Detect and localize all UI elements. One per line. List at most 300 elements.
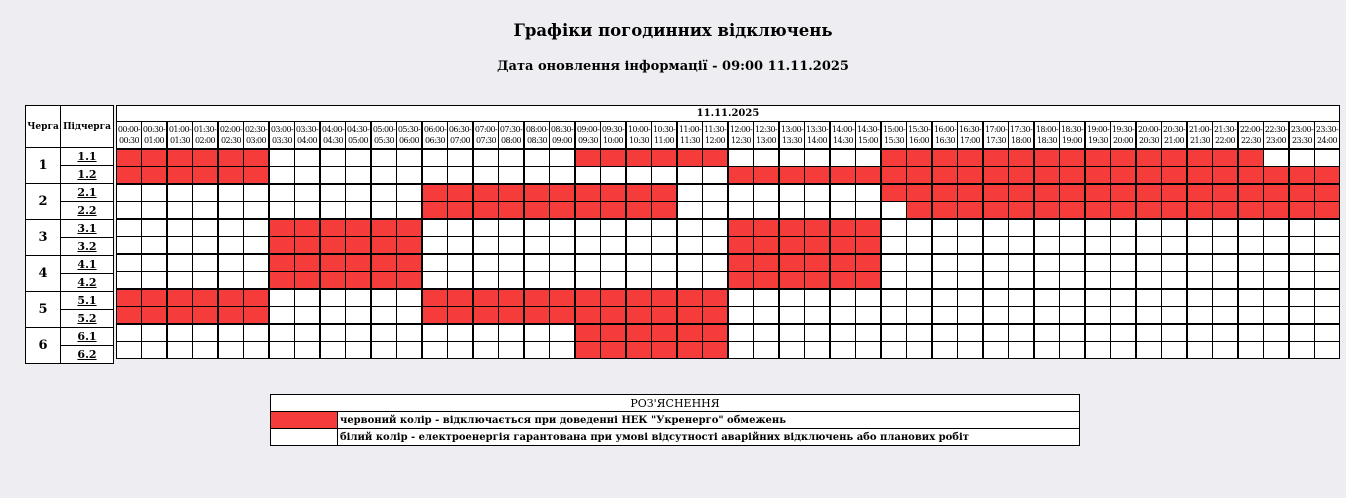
queue-header: Черга xyxy=(26,106,61,148)
schedule-cell xyxy=(524,184,550,202)
schedule-cell xyxy=(1213,237,1239,255)
time-slot-header xyxy=(422,122,448,150)
schedule-cell xyxy=(499,202,525,220)
schedule-cell xyxy=(1136,289,1162,307)
legend-white-text: білий колір - електроенергія гарантована при умові відсутності аварійних відключень або планових робіт xyxy=(338,429,1080,446)
schedule-row xyxy=(117,149,1340,167)
schedule-cell xyxy=(958,167,984,185)
schedule-row xyxy=(117,167,1340,185)
schedule-cell xyxy=(805,149,831,167)
schedule-cell xyxy=(779,219,805,237)
schedule-cell xyxy=(958,219,984,237)
schedule-cell xyxy=(1034,167,1060,185)
schedule-cell xyxy=(448,202,474,220)
schedule-cell xyxy=(193,237,219,255)
schedule-cell xyxy=(856,184,882,202)
schedule-cell xyxy=(167,237,193,255)
schedule-cell xyxy=(244,167,270,185)
schedule-cell xyxy=(1315,237,1340,255)
schedule-cell xyxy=(117,202,142,220)
schedule-cell xyxy=(218,149,244,167)
schedule-cell xyxy=(779,184,805,202)
schedule-cell xyxy=(269,324,295,342)
legend-title: РОЗ'ЯСНЕННЯ xyxy=(271,395,1080,412)
schedule-cell xyxy=(1213,307,1239,325)
schedule-cell xyxy=(779,307,805,325)
schedule-cell xyxy=(881,184,907,202)
schedule-cell xyxy=(779,289,805,307)
time-slot-header xyxy=(754,122,780,150)
time-slot-end: 04:00 xyxy=(296,136,318,145)
schedule-cell xyxy=(703,219,729,237)
schedule-cell xyxy=(907,149,933,167)
schedule-cell xyxy=(1187,254,1213,272)
schedule-cell xyxy=(754,307,780,325)
schedule-cell xyxy=(1034,324,1060,342)
schedule-row xyxy=(117,342,1340,359)
schedule-cell xyxy=(422,307,448,325)
time-slot-end: 05:00 xyxy=(347,136,369,145)
subqueue-link[interactable]: 6.2 xyxy=(77,348,97,361)
time-slot-header xyxy=(830,122,856,150)
schedule-cell xyxy=(371,289,397,307)
schedule-cell xyxy=(1060,272,1086,290)
schedule-cell xyxy=(856,307,882,325)
subqueue-link[interactable]: 5.2 xyxy=(77,312,97,325)
schedule-cell xyxy=(1187,324,1213,342)
schedule-cell xyxy=(601,307,627,325)
time-slot-end: 01:30 xyxy=(169,136,191,145)
schedule-cell xyxy=(728,254,754,272)
time-slot-end: 23:00 xyxy=(1265,136,1287,145)
schedule-row xyxy=(117,184,1340,202)
schedule-cell xyxy=(626,184,652,202)
schedule-cell xyxy=(1213,272,1239,290)
schedule-cell xyxy=(142,202,168,220)
schedule-cell xyxy=(881,342,907,359)
schedule-cell xyxy=(1111,342,1137,359)
schedule-cell xyxy=(575,254,601,272)
schedule-cell xyxy=(422,184,448,202)
schedule-cell xyxy=(295,202,321,220)
schedule-cell xyxy=(1060,324,1086,342)
schedule-cell xyxy=(244,184,270,202)
schedule-cell xyxy=(754,342,780,359)
schedule-cell xyxy=(397,149,423,167)
schedule-cell xyxy=(626,219,652,237)
schedule-cell xyxy=(117,342,142,359)
schedule-cell xyxy=(473,254,499,272)
schedule-cell xyxy=(958,289,984,307)
schedule-cell xyxy=(805,167,831,185)
schedule-cell xyxy=(1085,219,1111,237)
schedule-cell xyxy=(626,342,652,359)
schedule-cell xyxy=(550,289,576,307)
subqueue-cell xyxy=(61,328,114,346)
schedule-cell xyxy=(881,307,907,325)
schedule-cell xyxy=(907,184,933,202)
time-slot-start: 05:30- xyxy=(397,125,421,134)
schedule-cell xyxy=(575,219,601,237)
schedule-cell xyxy=(1264,342,1290,359)
schedule-cell xyxy=(524,307,550,325)
schedule-cell xyxy=(1060,219,1086,237)
subqueue-link[interactable]: 2.1 xyxy=(77,186,97,199)
schedule-cell xyxy=(1136,342,1162,359)
schedule-cell xyxy=(550,237,576,255)
subqueue-link[interactable]: 4.2 xyxy=(77,276,97,289)
subqueue-link[interactable]: 6.1 xyxy=(77,330,97,343)
schedule-cell xyxy=(448,167,474,185)
schedule-cell xyxy=(1085,202,1111,220)
schedule-cell xyxy=(932,307,958,325)
time-slot-header xyxy=(371,122,397,150)
schedule-cell xyxy=(269,149,295,167)
schedule-cell xyxy=(167,254,193,272)
schedule-cell xyxy=(473,237,499,255)
schedule-cell xyxy=(244,324,270,342)
subqueue-link[interactable]: 3.1 xyxy=(77,222,97,235)
time-slot-header xyxy=(932,122,958,150)
schedule-cell xyxy=(932,289,958,307)
subqueue-cell xyxy=(61,274,114,292)
schedule-cell xyxy=(907,219,933,237)
time-slot-end: 13:30 xyxy=(781,136,803,145)
schedule-cell xyxy=(907,272,933,290)
time-slot-end: 10:00 xyxy=(602,136,624,145)
time-slot-header xyxy=(1111,122,1137,150)
schedule-cell xyxy=(805,219,831,237)
schedule-cell xyxy=(1136,237,1162,255)
schedule-cell xyxy=(244,202,270,220)
schedule-cell xyxy=(269,254,295,272)
schedule-cell xyxy=(805,184,831,202)
schedule-cell xyxy=(117,254,142,272)
schedule-cell xyxy=(244,342,270,359)
schedule-cell xyxy=(677,202,703,220)
queue-number: 4 xyxy=(26,256,61,292)
time-slot-header xyxy=(218,122,244,150)
schedule-cell xyxy=(448,289,474,307)
time-slot-start: 03:00- xyxy=(270,125,294,134)
schedule-cell xyxy=(677,307,703,325)
schedule-cell xyxy=(983,307,1009,325)
schedule-cell xyxy=(1264,237,1290,255)
schedule-cell xyxy=(346,237,372,255)
schedule-cell xyxy=(117,219,142,237)
schedule-cell xyxy=(1060,289,1086,307)
schedule-cell xyxy=(601,167,627,185)
schedule-cell xyxy=(1213,289,1239,307)
schedule-cell xyxy=(1289,307,1315,325)
schedule-cell xyxy=(499,219,525,237)
schedule-cell xyxy=(524,219,550,237)
subqueue-cell xyxy=(61,346,114,364)
subqueue-link[interactable]: 3.2 xyxy=(77,240,97,253)
schedule-cell xyxy=(1213,167,1239,185)
schedule-cell xyxy=(320,307,346,325)
schedule-cell xyxy=(1009,307,1035,325)
schedule-cell xyxy=(856,219,882,237)
schedule-cell xyxy=(907,237,933,255)
schedule-cell xyxy=(269,307,295,325)
schedule-cell xyxy=(779,202,805,220)
schedule-cell xyxy=(881,324,907,342)
schedule-cell xyxy=(218,289,244,307)
schedule-cell xyxy=(728,324,754,342)
schedule-cell xyxy=(473,342,499,359)
schedule-cell xyxy=(320,272,346,290)
schedule-cell xyxy=(371,237,397,255)
schedule-cell xyxy=(703,272,729,290)
schedule-cell xyxy=(524,202,550,220)
schedule-cell xyxy=(550,342,576,359)
time-slot-start: 18:00- xyxy=(1035,125,1059,134)
schedule-cell xyxy=(1060,237,1086,255)
schedule-cell xyxy=(1034,184,1060,202)
time-slot-end: 17:30 xyxy=(985,136,1007,145)
schedule-cell xyxy=(575,184,601,202)
schedule-cell xyxy=(652,202,678,220)
schedule-cell xyxy=(320,219,346,237)
schedule-cell xyxy=(320,254,346,272)
schedule-cell xyxy=(1136,184,1162,202)
schedule-cell xyxy=(295,149,321,167)
time-slot-header xyxy=(1187,122,1213,150)
schedule-cell xyxy=(728,307,754,325)
schedule-cell xyxy=(1111,237,1137,255)
time-slot-end: 07:30 xyxy=(475,136,497,145)
schedule-cell xyxy=(320,289,346,307)
subqueue-link[interactable]: 2.2 xyxy=(77,204,97,217)
schedule-cell xyxy=(524,237,550,255)
schedule-cell xyxy=(422,342,448,359)
time-slot-start: 04:30- xyxy=(346,125,370,134)
schedule-cell xyxy=(830,167,856,185)
schedule-cell xyxy=(1111,254,1137,272)
schedule-cell xyxy=(601,272,627,290)
schedule-cell xyxy=(269,184,295,202)
schedule-cell xyxy=(983,184,1009,202)
schedule-cell xyxy=(652,219,678,237)
time-slot-start: 17:30- xyxy=(1009,125,1033,134)
schedule-cell xyxy=(779,149,805,167)
subqueue-link[interactable]: 1.2 xyxy=(77,168,97,181)
schedule-cell xyxy=(703,149,729,167)
schedule-cell xyxy=(1187,307,1213,325)
schedule-cell xyxy=(805,202,831,220)
schedule-cell xyxy=(779,237,805,255)
schedule-cell xyxy=(575,324,601,342)
schedule-cell xyxy=(142,167,168,185)
schedule-cell xyxy=(703,167,729,185)
schedule-cell xyxy=(1238,219,1264,237)
schedule-cell xyxy=(218,202,244,220)
schedule-cell xyxy=(371,254,397,272)
time-slot-start: 16:00- xyxy=(933,125,957,134)
schedule-cell xyxy=(652,184,678,202)
schedule-cell xyxy=(397,342,423,359)
schedule-cell xyxy=(346,202,372,220)
schedule-cell xyxy=(703,289,729,307)
subqueue-link[interactable]: 5.1 xyxy=(77,294,97,307)
time-slot-header xyxy=(1264,122,1290,150)
time-slot-end: 14:30 xyxy=(832,136,854,145)
queue-number: 5 xyxy=(26,292,61,328)
schedule-cell xyxy=(550,272,576,290)
schedule-cell xyxy=(346,307,372,325)
time-slot-header xyxy=(244,122,270,150)
schedule-cell xyxy=(754,254,780,272)
schedule-cell xyxy=(1264,324,1290,342)
time-slot-end: 06:00 xyxy=(398,136,420,145)
schedule-cell xyxy=(218,324,244,342)
schedule-cell xyxy=(320,184,346,202)
time-slot-start: 19:30- xyxy=(1111,125,1135,134)
time-slot-start: 10:00- xyxy=(627,125,651,134)
schedule-cell xyxy=(1187,272,1213,290)
schedule-cell xyxy=(983,254,1009,272)
schedule-cell xyxy=(473,307,499,325)
schedule-cell xyxy=(1111,184,1137,202)
schedule-cell xyxy=(346,289,372,307)
schedule-cell xyxy=(601,342,627,359)
schedule-cell xyxy=(1315,342,1340,359)
schedule-cell xyxy=(652,307,678,325)
schedule-cell xyxy=(1085,237,1111,255)
schedule-cell xyxy=(1085,307,1111,325)
time-slot-end: 00:30 xyxy=(118,136,140,145)
schedule-cell xyxy=(626,167,652,185)
schedule-cell xyxy=(244,149,270,167)
schedule-cell xyxy=(728,272,754,290)
schedule-cell xyxy=(907,167,933,185)
schedule-cell xyxy=(575,272,601,290)
schedule-row xyxy=(117,289,1340,307)
time-slot-start: 10:30- xyxy=(652,125,676,134)
schedule-row xyxy=(117,272,1340,290)
schedule-cell xyxy=(550,307,576,325)
time-slot-start: 11:30- xyxy=(703,125,727,134)
subqueue-cell xyxy=(61,184,114,202)
schedule-cell xyxy=(1009,272,1035,290)
schedule-cell xyxy=(652,272,678,290)
schedule-cell xyxy=(193,342,219,359)
time-slot-end: 20:00 xyxy=(1112,136,1134,145)
time-slot-header xyxy=(958,122,984,150)
queue-table xyxy=(25,105,114,364)
time-slot-end: 01:00 xyxy=(143,136,165,145)
time-slot-end: 11:30 xyxy=(679,136,701,145)
schedule-cell xyxy=(805,272,831,290)
schedule-cell xyxy=(626,254,652,272)
subqueue-link[interactable]: 1.1 xyxy=(77,150,97,163)
schedule-cell xyxy=(601,289,627,307)
schedule-cell xyxy=(371,272,397,290)
schedule-cell xyxy=(1009,219,1035,237)
schedule-cell xyxy=(1289,219,1315,237)
time-slot-header xyxy=(1213,122,1239,150)
schedule-cell xyxy=(142,324,168,342)
schedule-cell xyxy=(550,324,576,342)
time-slot-header xyxy=(779,122,805,150)
schedule-cell xyxy=(422,289,448,307)
schedule-cell xyxy=(397,307,423,325)
schedule-cell xyxy=(295,272,321,290)
time-slot-header xyxy=(550,122,576,150)
schedule-cell xyxy=(1264,149,1290,167)
schedule-cell xyxy=(1187,184,1213,202)
schedule-cell xyxy=(397,202,423,220)
schedule-cell xyxy=(779,324,805,342)
schedule-cell xyxy=(754,219,780,237)
schedule-cell xyxy=(524,167,550,185)
schedule-cell xyxy=(371,324,397,342)
schedule-cell xyxy=(1289,324,1315,342)
schedule-cell xyxy=(830,219,856,237)
queue-number: 2 xyxy=(26,184,61,220)
time-slot-end: 12:00 xyxy=(704,136,726,145)
time-slot-header xyxy=(448,122,474,150)
schedule-cell xyxy=(652,289,678,307)
schedule-cell xyxy=(167,342,193,359)
schedule-cell xyxy=(269,342,295,359)
schedule-cell xyxy=(830,324,856,342)
schedule-cell xyxy=(1009,149,1035,167)
schedule-cell xyxy=(601,149,627,167)
time-slot-start: 20:30- xyxy=(1162,125,1186,134)
schedule-cell xyxy=(958,342,984,359)
schedule-cell xyxy=(1111,307,1137,325)
time-slot-header xyxy=(626,122,652,150)
schedule-cell xyxy=(1213,254,1239,272)
schedule-cell xyxy=(1187,219,1213,237)
schedule-cell xyxy=(397,167,423,185)
schedule-cell xyxy=(983,149,1009,167)
schedule-cell xyxy=(677,254,703,272)
time-slot-start: 19:00- xyxy=(1086,125,1110,134)
time-slot-start: 21:30- xyxy=(1213,125,1237,134)
schedule-cell xyxy=(754,272,780,290)
time-slot-start: 00:00- xyxy=(117,125,141,134)
schedule-cell xyxy=(1111,219,1137,237)
schedule-cell xyxy=(1009,289,1035,307)
time-slot-end: 02:00 xyxy=(194,136,216,145)
time-slot-start: 14:30- xyxy=(856,125,880,134)
schedule-cell xyxy=(422,219,448,237)
schedule-cell xyxy=(167,324,193,342)
schedule-cell xyxy=(193,254,219,272)
schedule-cell xyxy=(167,219,193,237)
schedule-cell xyxy=(499,184,525,202)
time-slot-header xyxy=(524,122,550,150)
time-slot-header xyxy=(499,122,525,150)
schedule-cell xyxy=(1085,149,1111,167)
schedule-cell xyxy=(295,342,321,359)
schedule-cell xyxy=(677,237,703,255)
subqueue-link[interactable]: 4.1 xyxy=(77,258,97,271)
schedule-cell xyxy=(1264,307,1290,325)
time-slot-start: 01:30- xyxy=(193,125,217,134)
schedule-cell xyxy=(1136,272,1162,290)
schedule-cell xyxy=(958,202,984,220)
schedule-cell xyxy=(830,272,856,290)
time-slot-start: 12:30- xyxy=(754,125,778,134)
schedule-cell xyxy=(295,324,321,342)
schedule-cell xyxy=(856,324,882,342)
schedule-cell xyxy=(142,254,168,272)
time-slot-start: 17:00- xyxy=(984,125,1008,134)
